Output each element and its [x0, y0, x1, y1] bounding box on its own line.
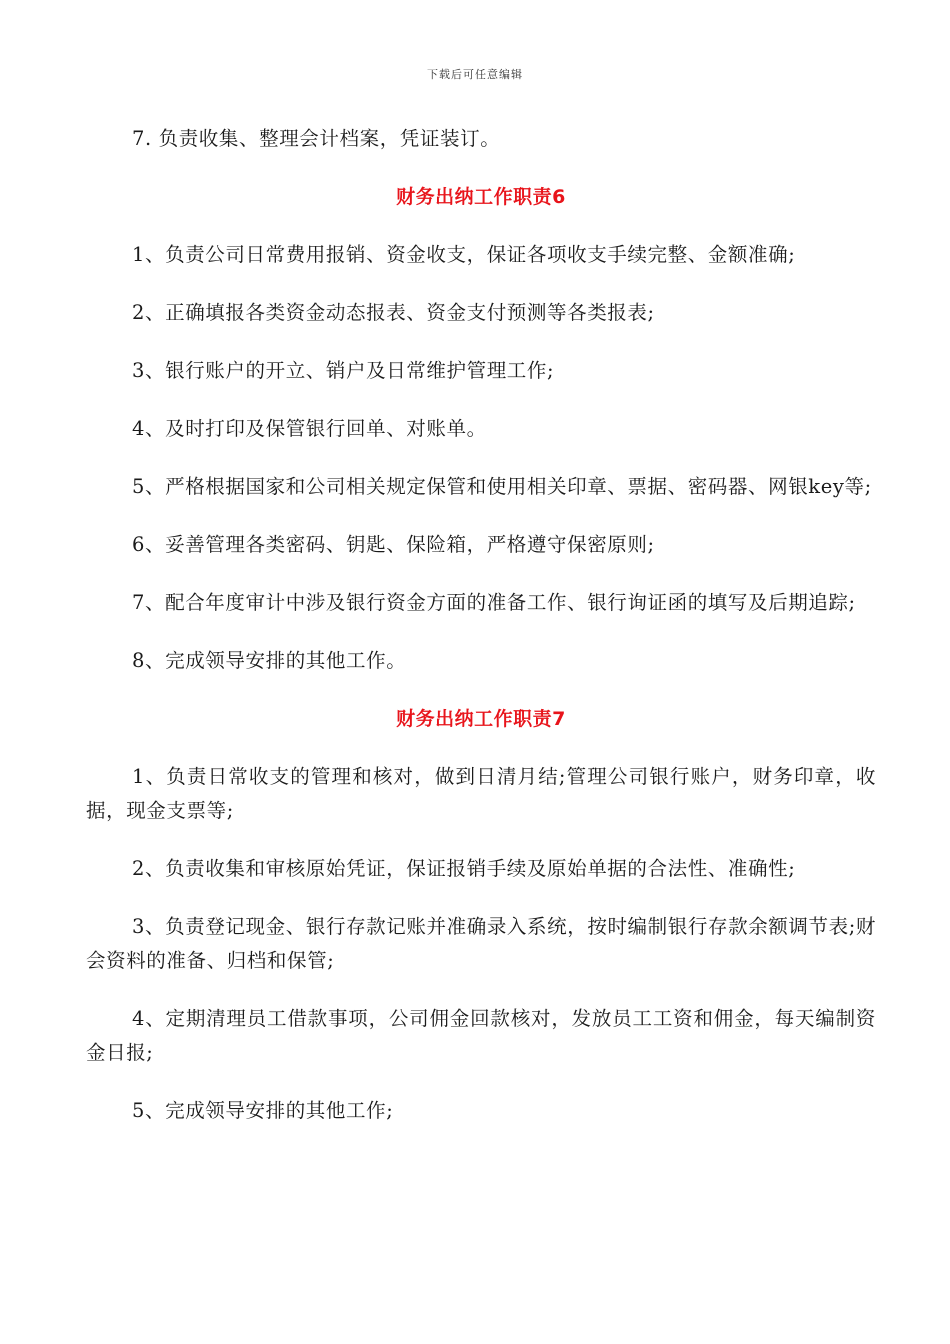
paragraph: 1、负责日常收支的管理和核对，做到日清月结;管理公司银行账户，财务印章，收据，现金支票等;: [86, 765, 876, 822]
paragraph: 3、负责登记现金、银行存款记账并准确录入系统，按时编制银行存款余额调节表;财会资料的准备、归档和保管;: [86, 915, 876, 972]
section-heading: 财务出纳工作职责6: [396, 186, 566, 208]
paragraph: 1、负责公司日常费用报销、资金收支，保证各项收支手续完整、金额准确;: [132, 243, 796, 266]
document-body: [86, 122, 876, 1152]
paragraph: 2、负责收集和审核原始凭证，保证报销手续及原始单据的合法性、准确性;: [132, 857, 796, 880]
paragraph: 3、银行账户的开立、销户及日常维护管理工作;: [132, 359, 555, 382]
paragraph: 8、完成领导安排的其他工作。: [132, 649, 407, 672]
paragraph: 4、及时打印及保管银行回单、对账单。: [132, 417, 487, 440]
header-note: 下载后可任意编辑: [427, 68, 523, 81]
paragraph: 7. 负责收集、整理会计档案，凭证装订。: [132, 127, 501, 150]
paragraph: 5、严格根据国家和公司相关规定保管和使用相关印章、票据、密码器、网银key等;: [132, 475, 872, 498]
paragraph: 2、正确填报各类资金动态报表、资金支付预测等各类报表;: [132, 301, 655, 324]
section-heading: 财务出纳工作职责7: [396, 708, 566, 730]
paragraph: 5、完成领导安排的其他工作;: [132, 1099, 394, 1122]
paragraph: 4、定期清理员工借款事项，公司佣金回款核对，发放员工工资和佣金，每天编制资金日报;: [86, 1007, 876, 1064]
paragraph: 6、妥善管理各类密码、钥匙、保险箱，严格遵守保密原则;: [132, 533, 655, 556]
paragraph: 7、配合年度审计中涉及银行资金方面的准备工作、银行询证函的填写及后期追踪;: [132, 591, 856, 614]
